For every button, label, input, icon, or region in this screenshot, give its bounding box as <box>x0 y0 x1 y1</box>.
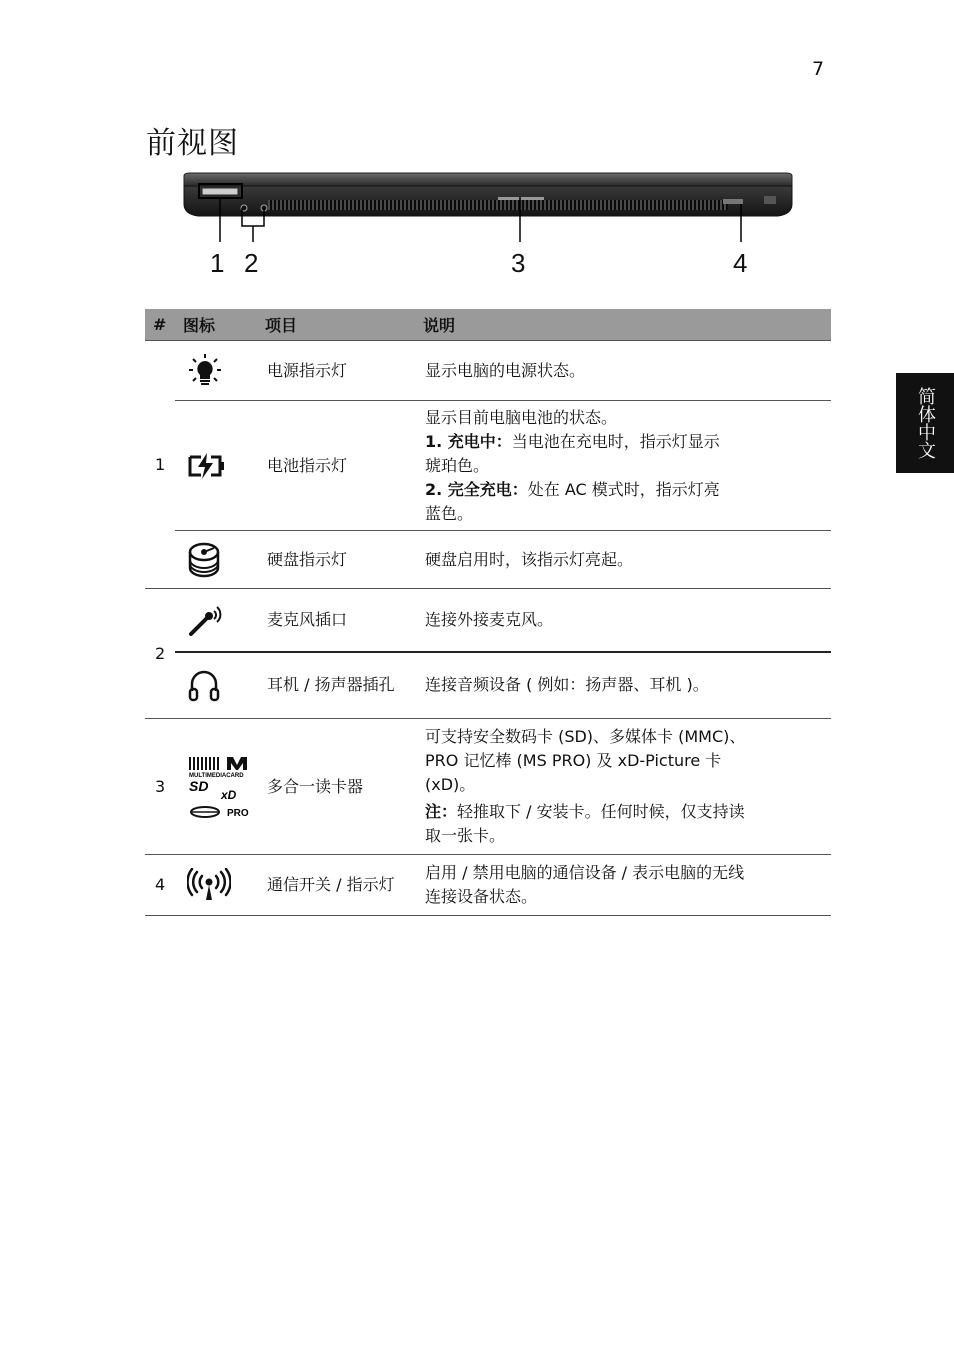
page-number: 7 <box>812 58 825 80</box>
group-number: 1 <box>145 341 175 589</box>
table-row <box>145 531 831 589</box>
header-desc: 说明 <box>415 309 831 341</box>
note-label: 1. 充电中： <box>425 431 512 451</box>
header-icon: 图标 <box>175 309 257 341</box>
item-label: 电源指示灯 <box>257 341 415 401</box>
description-line: 连接设备状态。 <box>425 887 538 906</box>
description-line: 显示目前电脑电池的状态。 <box>425 407 618 427</box>
description-line: 可支持安全数码卡 (SD)、多媒体卡 (MMC)、 <box>425 727 746 746</box>
item-description <box>415 719 831 855</box>
note-full-charge <box>425 478 831 502</box>
microphone-icon <box>187 602 223 638</box>
laptop-lid <box>184 173 792 186</box>
item-description <box>415 401 831 531</box>
item-description: 硬盘启用时，该指示灯亮起。 <box>415 531 831 589</box>
description-line: (xD)。 <box>425 775 476 794</box>
item-description: 连接外接麦克风。 <box>415 589 831 652</box>
wireless-icon <box>187 868 231 902</box>
battery-charging-icon <box>187 452 225 480</box>
note-text-continued: 琥珀色。 <box>425 455 490 475</box>
item-description: 显示电脑的电源状态。 <box>415 341 831 401</box>
description-line: 启用 / 禁用电脑的通信设备 / 表示电脑的无线 <box>425 863 745 882</box>
led-indicator-panel <box>202 188 238 195</box>
table-row <box>145 652 831 719</box>
note-text-continued: 取一张卡。 <box>425 826 506 845</box>
callout-label-2: 2 <box>244 248 259 278</box>
headphone-icon <box>187 667 221 703</box>
callout-label-4: 4 <box>733 248 748 278</box>
item-label: 多合一读卡器 <box>257 719 415 855</box>
callout-label-1: 1 <box>210 248 225 278</box>
header-item: 项目 <box>257 309 415 341</box>
note-charging <box>425 430 831 454</box>
group-number: 4 <box>145 855 175 916</box>
description-line: PRO 记忆棒 (MS PRO) 及 xD-Picture 卡 <box>425 751 722 770</box>
language-tab <box>896 373 954 473</box>
group-number: 3 <box>145 719 175 855</box>
card-reader-icon <box>187 755 251 819</box>
callout-label-3: 3 <box>511 248 526 278</box>
item-label: 通信开关 / 指示灯 <box>257 855 415 916</box>
language-tab-label: 简体中文 <box>915 387 936 459</box>
table-row <box>145 589 831 652</box>
sd-logo: SD <box>189 777 209 794</box>
mmc-logo <box>189 757 247 770</box>
note-line <box>425 800 831 824</box>
item-label: 硬盘指示灯 <box>257 531 415 589</box>
mmc-logo-text: MULTIMEDIACARD <box>189 772 244 779</box>
table-row <box>145 719 831 855</box>
note-text: 处在 AC 模式时，指示灯亮 <box>527 479 720 499</box>
front-view-spec-table <box>145 309 831 916</box>
table-row <box>145 855 831 916</box>
item-label: 麦克风插口 <box>257 589 415 652</box>
group-number: 2 <box>145 589 175 719</box>
note-text: 当电池在充电时，指示灯显示 <box>511 431 720 451</box>
power-light-icon <box>187 353 223 389</box>
hdd-icon <box>187 542 221 578</box>
item-description: 连接音频设备 ( 例如：扬声器、耳机 )。 <box>415 652 831 719</box>
xd-logo: xD <box>221 787 237 802</box>
laptop-foot-right <box>764 196 776 204</box>
laptop-front-view-illustration <box>178 170 798 280</box>
note-label: 2. 完全充电： <box>425 479 528 499</box>
table-row <box>145 401 831 531</box>
pro-logo-text: PRO <box>227 807 249 819</box>
item-label: 电池指示灯 <box>257 401 415 531</box>
section-title: 前视图 <box>146 126 239 161</box>
wireless-switch <box>723 199 743 204</box>
table-row <box>145 341 831 401</box>
table-header-row <box>145 309 831 341</box>
card-reader-slot <box>498 197 544 200</box>
front-vent <box>268 200 728 210</box>
item-description <box>415 855 831 916</box>
header-num: # <box>145 309 175 341</box>
note-text: 轻推取下 / 安装卡。任何时候，仅支持读 <box>457 802 745 821</box>
item-label: 耳机 / 扬声器插孔 <box>257 652 415 719</box>
note-text-continued: 蓝色。 <box>425 503 474 523</box>
note-label: 注： <box>425 802 458 821</box>
